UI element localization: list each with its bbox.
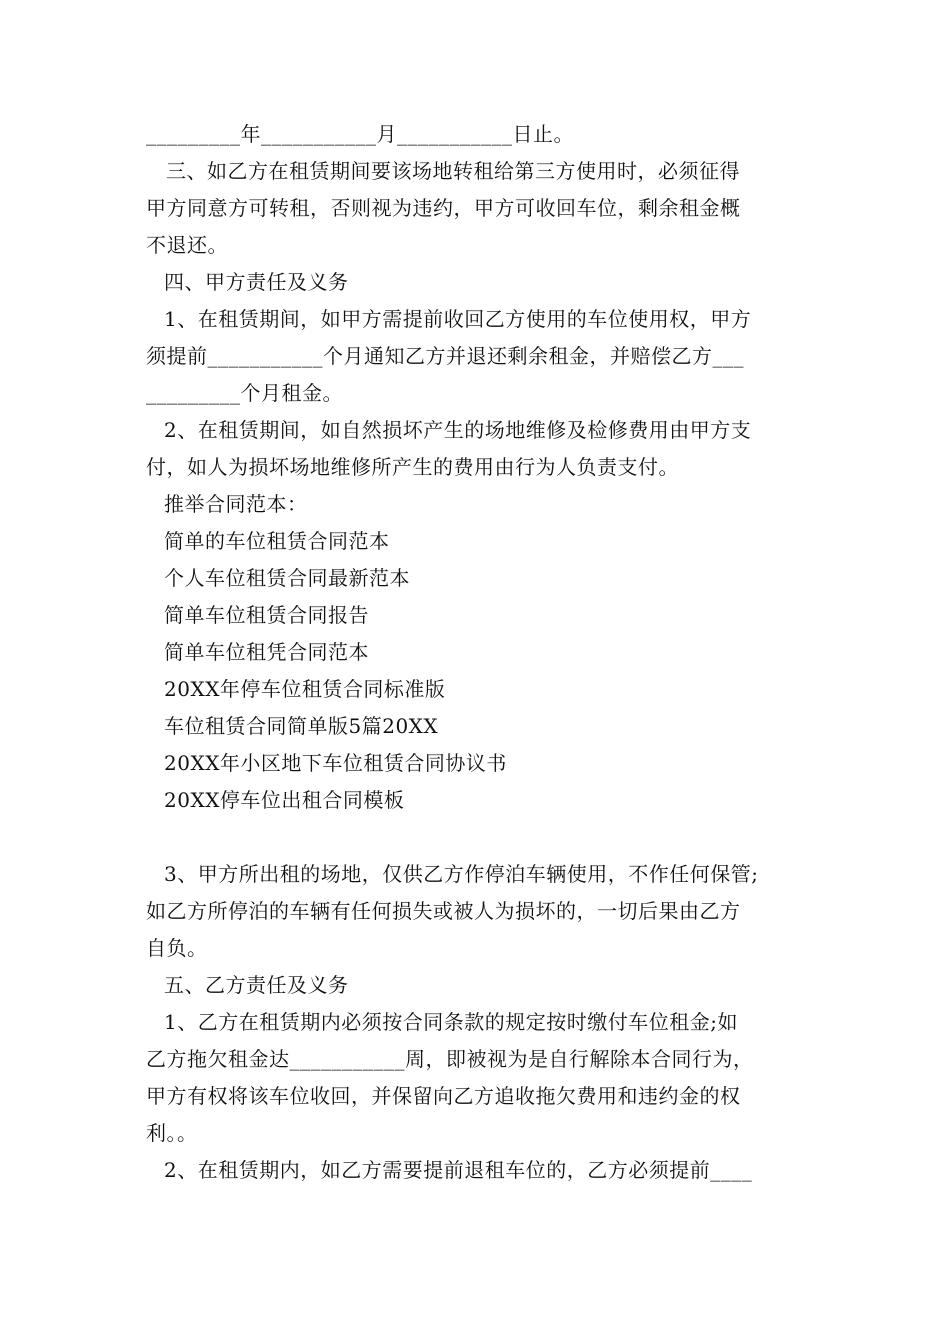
recommended-template-link[interactable]: 车位租赁合同简单版5篇20XX [164,714,439,738]
section-4-item-3-line-3: 自负。 [146,936,208,960]
clause-3-line-3: 不退还。 [146,233,228,257]
section-4-item-2-line-2: 付，如人为损坏场地维修所产生的费用由行为人负责支付。 [146,455,679,479]
section-4-item-2-line-1: 2、在租赁期间，如自然损坏产生的场地维修及检修费用由甲方支 [164,418,752,442]
section-5-heading: 五、乙方责任及义务 [164,973,349,997]
recommended-template-link[interactable]: 简单的车位租赁合同范本 [164,529,390,553]
recommended-templates-heading: 推举合同范本： [164,492,308,516]
section-4-item-1-line-2: 须提前___________个月通知乙方并退还剩余租金，并赔偿乙方___ [146,344,744,368]
recommended-template-link[interactable]: 简单车位租赁合同报告 [164,603,369,627]
section-4-item-1-line-3: _________个月租金。 [146,381,343,405]
paragraph-gap [146,819,816,856]
section-5-item-1-line-4: 利。。 [146,1121,198,1145]
section-5-item-1-line-1: 1、乙方在租赁期内必须按合同条款的规定按时缴付车位租金;如 [164,1010,738,1034]
recommended-template-link[interactable]: 20XX停车位出租合同模板 [164,788,405,812]
clause-3-line-1: 三、如乙方在租赁期间要该场地转租给第三方使用时，必须征得 [166,159,740,183]
section-4-heading: 四、甲方责任及义务 [164,270,349,294]
recommended-template-link[interactable]: 简单车位租凭合同范本 [164,640,369,664]
recommended-template-link[interactable]: 个人车位租赁合同最新范本 [164,566,410,590]
section-4-item-3-line-1: 3、甲方所出租的场地，仅供乙方作停泊车辆使用，不作任何保管; [164,862,759,886]
clause-3-line-2: 甲方同意方可转租，否则视为违约，甲方可收回车位，剩余租金概 [146,196,741,220]
section-4-item-1-line-1: 1、在租赁期间，如甲方需提前收回乙方使用的车位使用权，甲方 [164,307,752,331]
recommended-template-link[interactable]: 20XX年停车位租赁合同标准版 [164,677,446,701]
section-5-item-2-line-1: 2、在租赁期内，如乙方需要提前退租车位的，乙方必须提前____ [164,1158,753,1182]
section-5-item-1-line-2: 乙方拖欠租金达___________周，即被视为是自行解除本合同行为， [146,1047,754,1071]
recommended-template-link[interactable]: 20XX年小区地下车位租赁合同协议书 [164,751,507,775]
section-4-item-3-line-2: 如乙方所停泊的车辆有任何损失或被人为损坏的，一切后果由乙方 [146,899,741,923]
section-5-item-1-line-3: 甲方有权将该车位收回，并保留向乙方追收拖欠费用和违约金的权 [146,1084,741,1108]
document-body [146,116,816,1189]
date-end-line: _________年___________月___________日止。 [146,122,574,146]
